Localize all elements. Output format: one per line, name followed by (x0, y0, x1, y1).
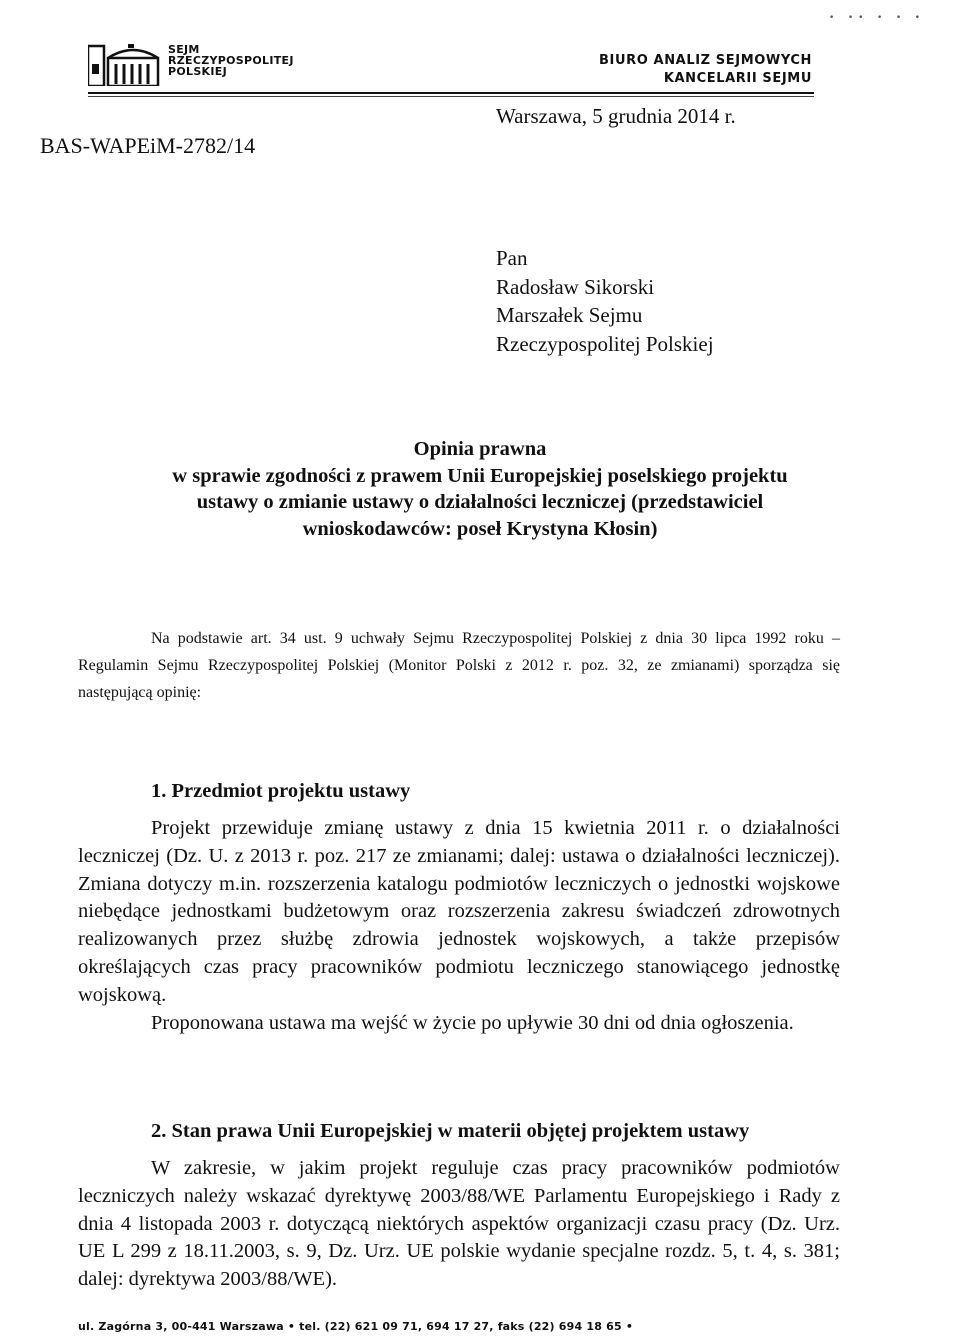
document-date: Warszawa, 5 grudnia 2014 r. (496, 104, 736, 128)
corner-marks: · ·· · · · (828, 4, 924, 29)
office-line-2: KANCELARII SEJMU (663, 71, 812, 86)
preamble-text: Na podstawie art. 34 ust. 9 uchwały Sejmu Rzeczypospolitej Polskiej z dnia 30 lipca 1992 roku – Regulamin Sejmu Rzeczypospolitej Polskiej (Monitor Polski z 2012 r. poz. 32, ze zmianami) sporządza się następującą opinię: (78, 630, 840, 701)
header-rule (88, 92, 814, 94)
office-name (599, 52, 812, 88)
section-1-paragraph: Proponowana ustawa ma wejść w życie po upływie 30 dni od dnia ogłoszenia. (151, 1011, 794, 1034)
title-line: w sprawie zgodności z prawem Unii Europejskiej poselskiego projektu (172, 464, 788, 487)
office-line-1: BIURO ANALIZ SEJMOWYCH (599, 53, 812, 68)
title-line: ustawy o zmianie ustawy o działalności leczniczej (przedstawiciel (196, 491, 764, 513)
addressee-line: Marszałek Sejmu (496, 303, 643, 327)
section-2-paragraph: W zakresie, w jakim projekt reguluje czas pracy pracowników podmiotów leczniczych należy wskazać dyrektywę 2003/88/WE Parlamentu Europejskiego i Rady z dnia 4 listopada 2003 r. dotyczącą niektórych aspektów organizacji czasu pracy (Dz. Urz. UE L 299 z 18.11.2003, s. 9, Dz. Urz. UE polskie wydanie specjalne rozdz. 5, t. 4, s. 381; dalej: dyrektywa 2003/88/WE). (78, 1157, 840, 1291)
preamble (78, 625, 840, 706)
addressee-block (496, 244, 714, 358)
sejm-wordmark (168, 44, 294, 77)
addressee-line: Radosław Sikorski (496, 274, 655, 299)
section-2-heading: 2. Stan prawa Unii Europejskiej w materii objętej projektem ustawy (151, 1120, 750, 1142)
addressee-line: Rzeczypospolitej Polskiej (496, 331, 714, 356)
footer-address: ul. Zagórna 3, 00-441 Warszawa • tel. (22) 621 09 71, 694 17 27, faks (22) 694 18 65 • (78, 1320, 634, 1333)
sejm-line: RZECZYPOSPOLITEJ (168, 54, 294, 67)
section-1-paragraph: Projekt przewiduje zmianę ustawy z dnia 15 kwietnia 2011 r. o działalności leczniczej (Dz. U. z 2013 r. poz. 217 ze zmianami; dalej: ustawa o działalności leczniczej). Zmiana dotyczy m.in. rozszerzenia katalogu podmiotów leczniczych o jednostki wojskowe niebędące jednostkami budżetowym oraz rozszerzenia zakresu świadczeń zdrowotnych realizowanych przez służbę zdrowia jednostek wojskowych, a także przepisów określających czas pracy pracowników podmiotu leczniczego stanowiącego jednostkę wojskową. (78, 817, 840, 1006)
sejm-line: POLSKIEJ (168, 65, 227, 78)
sejm-line: SEJM (168, 43, 200, 56)
addressee-line: Pan (496, 246, 528, 270)
header-rule-thin (88, 96, 814, 97)
title-heading: Opinia prawna (413, 438, 547, 460)
section-2-body (78, 1155, 840, 1294)
sejm-logo-icon (88, 40, 160, 86)
section-1-body (78, 815, 840, 1037)
title-line: wnioskodawców: poseł Krystyna Kłosin) (302, 517, 658, 540)
document-signature: BAS-WAPEiM-2782/14 (40, 133, 256, 158)
section-1-heading: 1. Przedmiot projektu ustawy (151, 780, 411, 802)
opinion-title (100, 436, 860, 542)
